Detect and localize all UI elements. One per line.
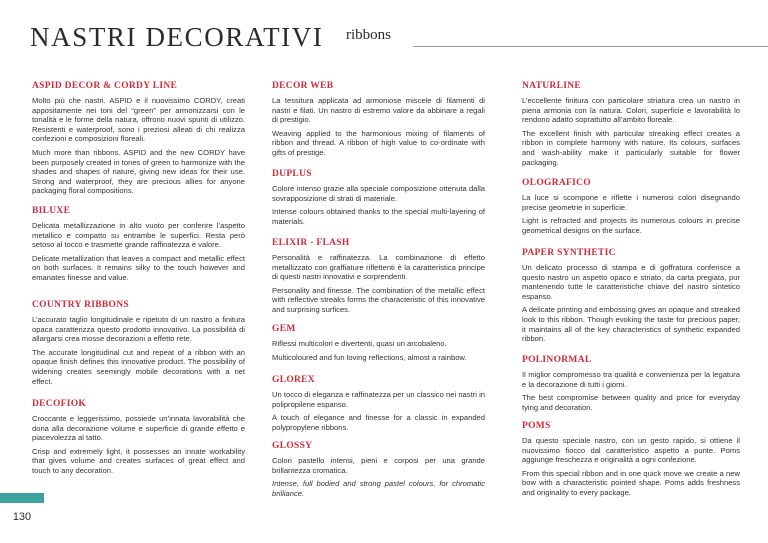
section-heading: GLOSSY	[272, 441, 313, 451]
section-text-it: La tessitura applicata ad armoniose miscele di filamenti di nastri e filati. Un nastro di estremo valore da abbinare a regali di prestigio.	[272, 96, 485, 125]
section-text-en: Light is refracted and projects its numerous colours in precise geometrical designs on the surface.	[522, 216, 740, 235]
section-decofiok	[32, 398, 245, 480]
section-polinormal	[522, 354, 740, 416]
section-elixir-flash	[272, 237, 485, 319]
section-text-en: From this special ribbon and in one quick move we create a new bow with a characteristic pointed shape. Poms adds freshness and originality to every package.	[522, 468, 740, 497]
page-subtitle: ribbons	[346, 27, 391, 43]
section-text-en: Intense, full bodied and strong pastel colours, for chromatic brilliance.	[272, 479, 485, 498]
section-gem	[272, 323, 485, 366]
section-text-it: Colori pastello intensi, pieni e corposi per una grande brillantezza cromatica.	[272, 456, 485, 475]
section-text-en: Personality and finesse. The combination of the metallic effect with reflective streaks forms the characteristic of this innovative and surprising surfices.	[272, 285, 485, 314]
section-glossy	[272, 440, 485, 502]
section-glorex	[272, 374, 485, 436]
section-text-en: Delicate metallization that leaves a compact and metallic effect on both surfaces. It remains silky to the touch however and emanates finesse and value.	[32, 253, 245, 282]
section-text-it: La luce si scompone e riflette i numerosi colori disegnando precise geometrie in superficie.	[522, 193, 740, 212]
page-number-tab	[0, 493, 44, 543]
section-text-en: The best compromise between quality and price for everyday tying and decoration.	[522, 393, 740, 412]
section-heading: ELIXIR - FLASH	[272, 238, 350, 248]
section-text-en: The excellent finish with particular streaking effect creates a ribbon in complete harmony with nature. Its colours, surfaces and wash-ability make it particularly suitable for flower packaging.	[522, 128, 740, 167]
page-number: 130	[12, 511, 32, 523]
section-heading: DECOFIOK	[32, 399, 87, 409]
section-text-en: The accurate longitudinal cut and repeat of a ribbon with an opaque finish defines this innovative product. The possibility of widening creates seemingly mobile decorations with a net effect.	[32, 347, 245, 386]
page-tab-bar	[0, 493, 44, 503]
section-text-it: L’eccellente finitura con particolare striatura crea un nastro in piena armonia con la natura. Colori, superficie e lavorabilità lo rendono adatto soprattutto all’ambito floreale.	[522, 96, 740, 125]
section-heading: BILUXE	[32, 206, 71, 216]
section-country-ribbons	[32, 299, 245, 390]
section-text-it: Delicata metallizzazione in alto vuoto per conferire l’aspetto metallico e compatto su entrambe le superfici. Resta però setoso al tocco e trasmette grande raffinatezza e valore.	[32, 221, 245, 250]
section-heading: GEM	[272, 324, 296, 334]
page-title: NASTRI DECORATIVI	[30, 22, 324, 52]
section-text-en: Multicoloured and fun loving reflections, almost a rainbow.	[272, 352, 467, 362]
section-text-en: A delicate printing and embossing gives an opaque and streaked look to this ribbon. Though evoking the taste for precious paper, it maintains all of the key characteristics of synthetic expanded ribbon.	[522, 305, 740, 344]
section-text-it: Colore intenso grazie alla speciale composizione ottenuta dalla sovrapposizione di strati di materiale.	[272, 184, 485, 203]
section-text-it: Da questo speciale nastro, con un gesto rapido, si ottiene il nuovissimo fiocco dal caratteristico aspetto a punte. Poms aggiunge freschezza e originalità a ogni confezione.	[522, 436, 740, 465]
section-heading: POLINORMAL	[522, 355, 592, 365]
section-heading: ASPID DECOR & CORDY LINE	[32, 81, 178, 91]
section-text-it: L’accurato taglio longitudinale e ripetuto di un nastro a finitura opaca caratterizza questo prodotto innovativo. La possibilità di allargarsi crea mosse decorazioni a effetto rete.	[32, 315, 245, 344]
section-text-it: Personalità e raffinatezza. La combinazione di effetto metallizzato con graffiature riflettenti è la caratteristica principe di questi nastri innovativi e sorprendenti.	[272, 253, 485, 282]
section-text-it: Molto più che nastri. ASPID e il nuovissimo CORDY, creati appositamente nei toni del “green” per armonizzarsi con le tonalità e le forme della natura, offrono nuovi spunti di utilizzo. Resistenti e waterproof, sono i preziosi alleati di chi realizza confezioni e composizioni floreali.	[32, 96, 245, 144]
section-text-it: Riflessi multicolori e divertenti, quasi un arcobaleno.	[272, 339, 447, 348]
header-rule	[413, 46, 768, 47]
section-text-it: Un delicato processo di stampa e di goffratura conferisce a questo nastro un aspetto opaco e striato, da carta pregiata, pur mantenendo tutte le caratteristiche chiave del nastro sintetico espanso.	[522, 263, 740, 301]
section-heading: DUPLUS	[272, 169, 312, 179]
section-text-it: Croccante e leggerissimo, possiede un’innata lavorabilità che dona alla decorazione volume e superficie di grande effetto e piacevolezza al tatto.	[32, 414, 245, 443]
section-aspid-decor	[32, 80, 245, 200]
section-heading: NATURLINE	[522, 81, 582, 91]
section-text-en: Intense colours obtained thanks to the special multi-layering of materials.	[272, 207, 485, 226]
section-paper-synthetic	[522, 247, 740, 348]
section-text-en: Much more than ribbons. ASPID and the new CORDY have been purposely created in tones of green to harmonize with the shades and shapes of nature, giving new ideas for their use. Strong and waterproof, they are precious allies for anyone packaging floral compositions.	[32, 147, 245, 196]
section-olografico	[522, 177, 740, 239]
section-heading: DECOR WEB	[272, 81, 334, 91]
section-text-en: Crisp and extremely light, it possesses an innate workability that gives volume and creates surfaces of great effect and touch to any decoration.	[32, 446, 245, 475]
section-text-en: A touch of elegance and finesse for a classic in expanded polypropylene ribbons.	[272, 413, 485, 432]
page-header	[30, 22, 768, 52]
section-text-it: Un tocco di eleganza e raffinatezza per un classico nei nastri in polipropilene espanso.	[272, 390, 485, 409]
section-heading: POMS	[522, 421, 551, 431]
section-heading: OLOGRAFICO	[522, 178, 591, 188]
section-duplus	[272, 168, 485, 230]
section-naturline	[522, 80, 740, 171]
section-text-it: Il miglior compromesso tra qualità e convenienza per la legatura e la decorazione di tutti i giorni.	[522, 370, 740, 389]
section-decor-web	[272, 80, 485, 162]
section-poms	[522, 420, 740, 502]
section-heading: COUNTRY RIBBONS	[32, 300, 129, 310]
section-heading: GLOREX	[272, 375, 315, 385]
section-heading: PAPER SYNTHETIC	[522, 248, 616, 258]
section-biluxe	[32, 205, 245, 287]
section-text-en: Weaving applied to the harmonious mixing of filaments of ribbon and thread. A ribbon of high value to co-ordinate with gifts of prestige.	[272, 128, 485, 157]
